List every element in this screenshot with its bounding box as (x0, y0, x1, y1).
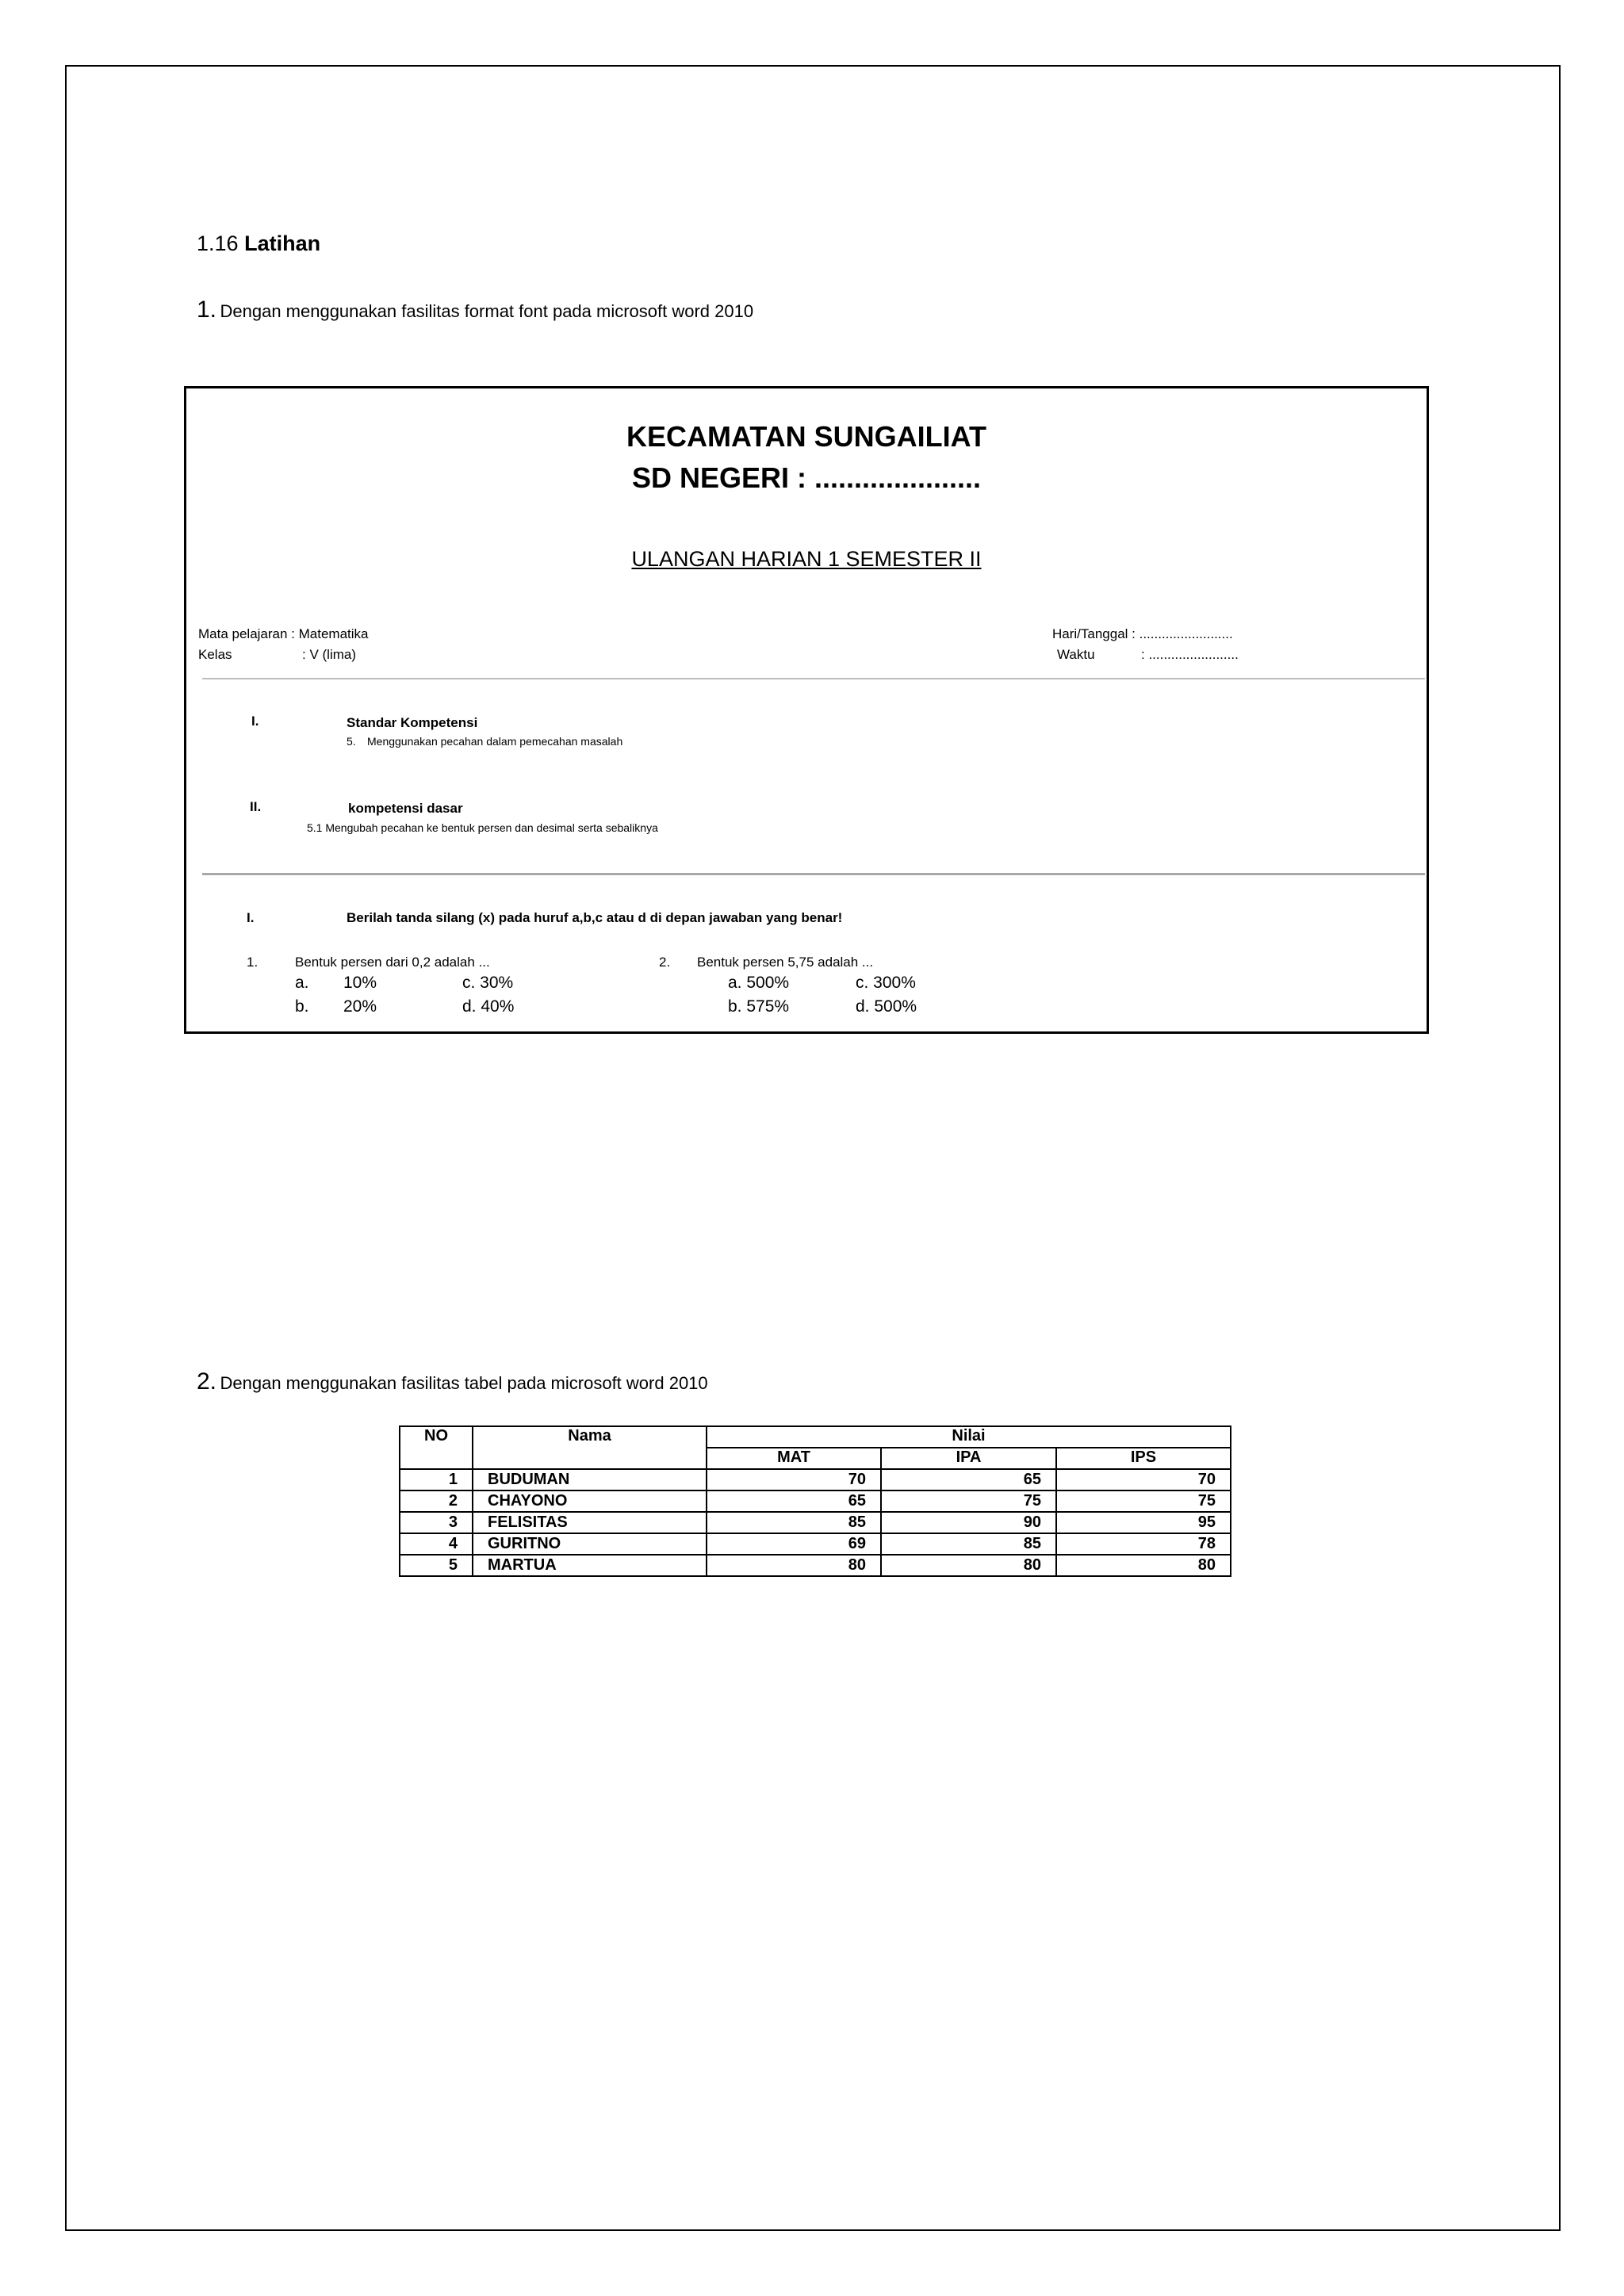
class-label: Kelas (198, 647, 232, 662)
task-1 (197, 297, 753, 323)
cell-mat: 70 (707, 1469, 881, 1490)
task-2-text: Dengan menggunakan fasilitas tabel pada microsoft word 2010 (220, 1373, 708, 1393)
cell-nama: CHAYONO (473, 1490, 707, 1512)
subject-line: Mata pelajaran : Matematika (198, 626, 369, 641)
divider (202, 678, 1425, 679)
task-2-number: 2. (197, 1368, 217, 1395)
school-name: SD NEGERI : ..................... (631, 461, 982, 494)
instruction-text: Berilah tanda silang (x) pada huruf a,b,c atau d di depan jawaban yang benar! (347, 910, 843, 925)
table-row (400, 1490, 1231, 1512)
exam-sheet (184, 386, 1429, 1034)
cell-nama: MARTUA (473, 1555, 707, 1576)
table-row (400, 1533, 1231, 1555)
question-1-option-b-label: b. (295, 997, 309, 1016)
sk-roman: I. (251, 714, 259, 729)
cell-ips: 78 (1056, 1533, 1231, 1555)
cell-ips: 80 (1056, 1555, 1231, 1576)
sk-item: Menggunakan pecahan dalam pemecahan masalah (367, 735, 623, 748)
header-ipa: IPA (881, 1448, 1056, 1469)
question-1-number: 1. (247, 955, 259, 970)
cell-mat: 85 (707, 1512, 881, 1533)
question-1-text: Bentuk persen dari 0,2 adalah ... (295, 955, 490, 970)
cell-nama: GURITNO (473, 1533, 707, 1555)
table-row (400, 1469, 1231, 1490)
kd-roman: II. (250, 799, 262, 814)
header-mat: MAT (707, 1448, 881, 1469)
cell-nama: FELISITAS (473, 1512, 707, 1533)
sk-item-number: 5. (347, 735, 356, 748)
cell-no: 1 (400, 1469, 473, 1490)
time-value: : ........................ (1141, 647, 1239, 662)
cell-ipa: 80 (881, 1555, 1056, 1576)
cell-ips: 75 (1056, 1490, 1231, 1512)
score-table (399, 1425, 1231, 1577)
cell-ips: 70 (1056, 1469, 1231, 1490)
question-2-number: 2. (659, 955, 671, 970)
kd-title: kompetensi dasar (348, 801, 463, 816)
cell-ipa: 90 (881, 1512, 1056, 1533)
question-1-option-c: c. 30% (462, 974, 514, 992)
task-2 (197, 1368, 708, 1395)
question-2-option-c: c. 300% (856, 974, 916, 992)
task-1-text: Dengan menggunakan fasilitas format font pada microsoft word 2010 (220, 301, 754, 321)
header-nilai: Nilai (707, 1426, 1231, 1448)
header-no: NO (400, 1426, 473, 1469)
time-label: Waktu (1057, 647, 1095, 662)
cell-no: 2 (400, 1490, 473, 1512)
instruction-roman: I. (247, 910, 255, 925)
question-2-option-a: a. 500% (728, 974, 790, 992)
cell-no: 3 (400, 1512, 473, 1533)
exam-title: ULANGAN HARIAN 1 SEMESTER II (631, 547, 982, 571)
cell-mat: 69 (707, 1533, 881, 1555)
cell-ipa: 75 (881, 1490, 1056, 1512)
cell-mat: 65 (707, 1490, 881, 1512)
school-district: KECAMATAN SUNGAILIAT (626, 420, 986, 453)
sk-title: Standar Kompetensi (347, 715, 478, 730)
table-header-row (400, 1426, 1231, 1448)
question-1-option-a: 10% (343, 974, 377, 992)
class-value: : V (lima) (302, 647, 356, 662)
cell-nama: BUDUMAN (473, 1469, 707, 1490)
divider (202, 873, 1425, 875)
section-heading (197, 232, 320, 256)
section-number: 1.16 (197, 232, 239, 255)
cell-no: 5 (400, 1555, 473, 1576)
section-title: Latihan (244, 232, 321, 255)
cell-ips: 95 (1056, 1512, 1231, 1533)
table-row (400, 1512, 1231, 1533)
cell-mat: 80 (707, 1555, 881, 1576)
question-1-option-a-label: a. (295, 974, 309, 992)
task-1-number: 1. (197, 297, 217, 323)
kd-item: 5.1 Mengubah pecahan ke bentuk persen dan desimal serta sebaliknya (307, 821, 658, 834)
cell-no: 4 (400, 1533, 473, 1555)
question-1-option-d: d. 40% (462, 997, 515, 1016)
date-line: Hari/Tanggal : ......................... (1052, 626, 1233, 641)
header-ips: IPS (1056, 1448, 1231, 1469)
question-2-option-d: d. 500% (856, 997, 917, 1016)
header-nama: Nama (473, 1426, 707, 1469)
table-row (400, 1555, 1231, 1576)
cell-ipa: 85 (881, 1533, 1056, 1555)
question-2-option-b: b. 575% (728, 997, 790, 1016)
question-2-text: Bentuk persen 5,75 adalah ... (697, 955, 874, 970)
cell-ipa: 65 (881, 1469, 1056, 1490)
question-1-option-b: 20% (343, 997, 377, 1016)
